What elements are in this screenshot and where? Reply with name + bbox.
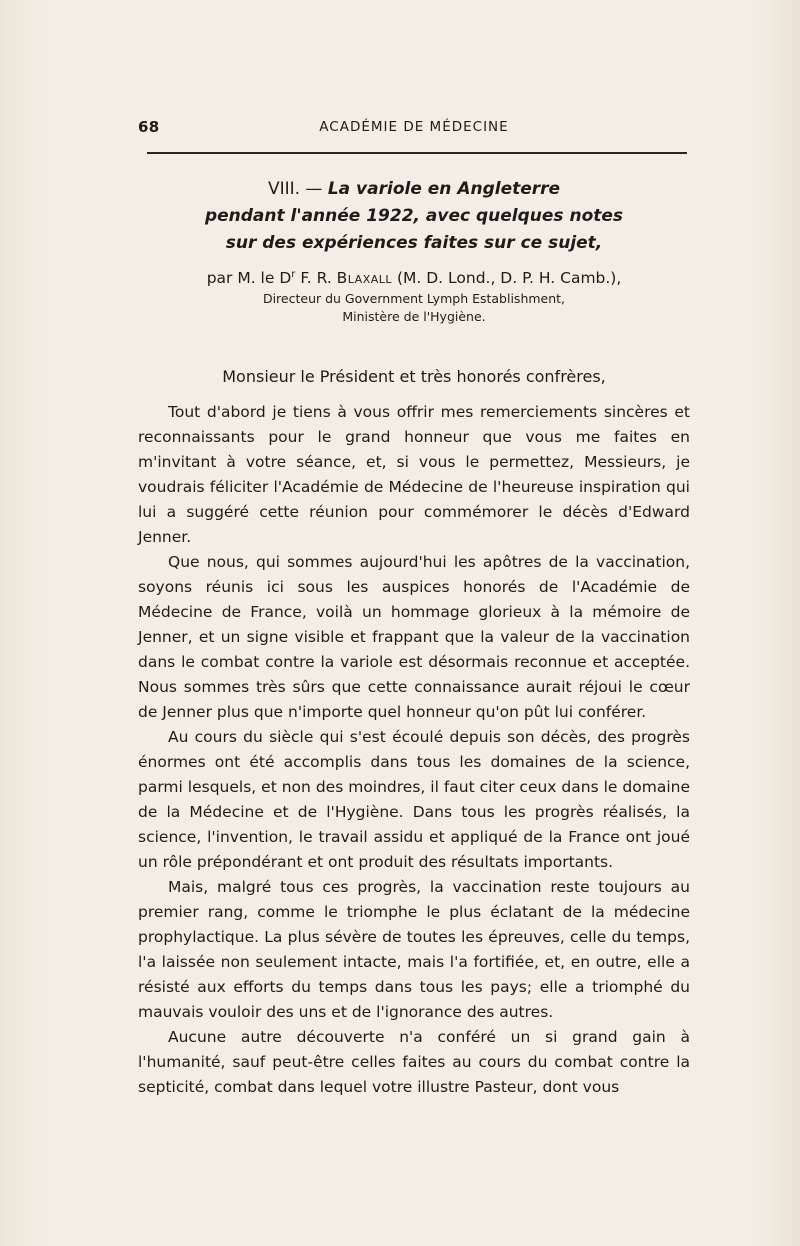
running-head: ACADÉMIE DE MÉDECINE [319,119,509,135]
article-title [138,176,690,257]
paragraph: Mais, malgré tous ces progrès, la vaccination reste toujours au premier rang, comme le triomphe le plus éclatant de la médecine prophylactique. La plus sévère de toutes les épreuves, celle du temps, l'a laissée non seulement intacte, mais l'a fortifiée, et, en outre, elle a résisté aux efforts du temps dans tous les pays; elle a triomphé du mauvais vouloir des uns et de l'ignorance des autres. [138,878,690,1021]
byline-prefix: par M. le D [206,269,292,288]
affiliation-line-1: Directeur du Government Lymph Establishment, [262,291,566,306]
author-byline [138,264,690,289]
byline-suffix: (M. D. Lond., D. P. H. Camb.), [392,269,622,288]
title-number: VIII. — [267,179,328,199]
page-header [138,118,690,142]
author-name: Blaxall [336,269,393,288]
title-line-2: pendant l'année 1922, avec quelques notes [204,206,624,226]
salutation: Monsieur le Président et très honorés confrères, [222,367,606,386]
title-line-1 [138,176,690,203]
page-number: 68 [138,118,160,136]
paragraph: Au cours du siècle qui s'est écoulé depuis son décès, des progrès énormes ont été accomplis dans tous les domaines de la science, parmi lesquels, et non des moindres, il faut citer ceux dans le domaine de la Médecine et de l'Hygiène. Dans tous les progrès réalisés, la science, l'invention, le travail assidu et appliqué de la France ont joué un rôle prépondérant et ont produit des résultats importants. [138,728,690,871]
author-affiliation [138,290,690,326]
paragraph: Que nous, qui sommes aujourd'hui les apôtres de la vaccination, soyons réunis ici sous les auspices honorés de l'Académie de Médecine de France, voilà un hommage glorieux à la mémoire de Jenner, et un signe visible et frappant que la valeur de la vaccination dans le combat contre la variole est désormais reconnue et acceptée. Nous sommes très sûrs que cette connaissance aurait réjoui le cœur de Jenner plus que n'importe quel honneur qu'on pût lui conférer. [138,553,690,721]
byline-initials: F. R. [295,269,337,288]
affiliation-line-2: Ministère de l'Hygiène. [342,309,486,324]
paragraph: Aucune autre découverte n'a conféré un si grand gain à l'humanité, sauf peut-être celles faites au cours du combat contre la septicité, combat dans lequel votre illustre Pasteur, dont vous [138,1028,690,1096]
byline-sup: r [291,269,296,280]
title-line1-text: La variole en Angleterre [327,179,561,199]
header-rule [147,152,687,154]
paragraph: Tout d'abord je tiens à vous offrir mes remerciements sincères et reconnaissants pour le grand honneur que vous me faites en m'invitant à votre séance, et, si vous le permettez, Messieurs, je voudrais féliciter l'Académie de Médecine de l'heureuse inspiration qui lui a suggéré cette réunion pour commémorer le décès d'Edward Jenner. [138,403,690,546]
body-text [138,400,690,1100]
title-line-3: sur des expériences faites sur ce sujet, [225,233,603,253]
